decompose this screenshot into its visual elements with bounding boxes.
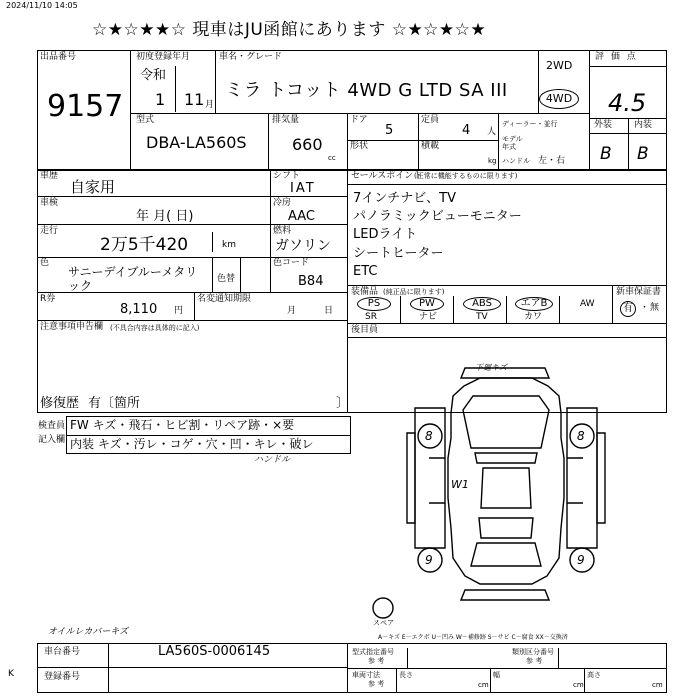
equip-pw-circled: PW <box>410 297 444 311</box>
mark-rear-left: 9 <box>425 553 433 567</box>
sales-point-5: ETC <box>353 264 378 279</box>
equip-ps-circled: PS <box>357 297 391 311</box>
aircon-label: 冷房 <box>273 198 292 208</box>
fuel-value: ガソリン <box>275 238 331 254</box>
notes-hint: (不具合内容は具体的に記入) <box>110 324 200 332</box>
timestamp: 2024/11/10 14:05 <box>6 1 78 10</box>
history-value: 自家用 <box>70 178 116 196</box>
mark-front-right: 8 <box>577 429 585 443</box>
repair-history-label: 修復歴 <box>40 396 80 411</box>
drive-4wd-circled: 4WD <box>539 89 579 109</box>
inspector-label-2: 記入欄 <box>38 435 66 445</box>
lot-label: 出品番号 <box>40 52 77 62</box>
new-car-warranty-label: 新車保証書 <box>616 287 662 297</box>
mark-side: W1 <box>451 478 469 491</box>
first-reg-month-unit: 月 <box>205 100 215 110</box>
recycle-unit: 円 <box>174 306 184 316</box>
recycle-label: R券 <box>40 294 56 304</box>
banner: ☆★☆★★☆ 現車はJU函館にあります ☆★☆★☆★ <box>92 20 487 40</box>
handle-label: ハンドル <box>502 157 530 165</box>
plate-label: 登録番号 <box>44 672 81 682</box>
sales-point-2: パノラミックビューモニター <box>353 209 522 224</box>
car-name-value: ミラ トコット 4WD G LTD SA III <box>225 80 508 101</box>
dims-width-label: 幅 <box>493 671 500 679</box>
recycle-value: 8,110 <box>120 302 158 317</box>
frame-label: 車台番号 <box>44 647 81 657</box>
load-label: 積載 <box>421 141 440 151</box>
exterior-value: B <box>600 144 612 164</box>
equip-aw: AW <box>580 299 595 309</box>
doors-value: 5 <box>385 123 394 138</box>
top-block <box>37 50 667 170</box>
bottom-handwritten-note: オイルレカバーキズ <box>48 627 129 637</box>
mileage-unit: km <box>222 240 236 250</box>
diagram-top-note: 下廻キズ <box>475 363 507 372</box>
color-change-label: 色替 <box>217 274 236 284</box>
displacement-label: 排気量 <box>272 115 300 125</box>
type-cert-ref: 参 考 <box>368 657 385 665</box>
equip-leather: カワ <box>524 312 543 322</box>
dims-label: 車両寸法 <box>352 671 380 679</box>
model-label: 型式 <box>136 115 155 125</box>
warranty-no: 無 <box>650 303 660 313</box>
first-reg-year: 1 <box>155 90 166 109</box>
tax-expiry-month: 月 <box>287 306 297 316</box>
sales-point-3: LEDライト <box>353 227 418 242</box>
capacity-label: 定員 <box>421 115 440 125</box>
displacement-value: 660 <box>292 135 323 154</box>
car-name-label: 車名・グレード <box>219 52 283 62</box>
model-year-label-1: モデル <box>502 135 523 143</box>
warranty-yes-circled: 有 <box>620 301 636 317</box>
warranty-separator-dot: ・ <box>640 303 650 313</box>
equipment-label: 装備品 <box>351 287 379 297</box>
class-no-label: 類別区分番号 <box>512 648 554 656</box>
mark-front-left: 8 <box>425 429 433 443</box>
tax-expiry-day: 日 <box>324 306 334 316</box>
inspector-label-1: 検査員 <box>38 421 66 431</box>
dims-width-unit: cm <box>573 681 584 689</box>
footer-mark: K <box>8 669 14 679</box>
notes-label: 注意事項申告欄 <box>40 322 104 332</box>
sales-point-1: 7インチナビ、TV <box>353 191 456 206</box>
sales-point-4: シートヒーター <box>353 246 444 261</box>
aircon-value: AAC <box>288 209 315 224</box>
model-year-label-2: 年式 <box>502 143 516 151</box>
tax-expiry-label: 名変通知期限 <box>197 294 252 304</box>
model-value: DBA-LA560S <box>146 133 247 152</box>
history-label: 車歴 <box>40 171 59 181</box>
dims-height-label: 高さ <box>587 671 601 679</box>
equip-navi: ナビ <box>419 312 438 322</box>
doors-label: ドア <box>350 115 368 125</box>
handle-value: 左・右 <box>538 156 566 166</box>
capacity-unit: 人 <box>487 127 497 137</box>
spare-label: スペア <box>373 619 394 627</box>
exterior-label: 外装 <box>594 120 613 130</box>
shift-value: IAT <box>290 181 316 196</box>
equip-tv: TV <box>476 312 488 322</box>
drive-2wd: 2WD <box>546 59 573 72</box>
rating-value: 4.5 <box>608 89 647 117</box>
inspector-row-1: FW キズ・飛石・ヒビ割・リペア跡・×要 <box>70 418 295 432</box>
repair-history-close: 〕 <box>336 396 350 411</box>
lot-number: 9157 <box>47 89 124 124</box>
car-damage-diagram <box>345 338 667 628</box>
sales-points-note: (正常に機能するものに限ります) <box>414 172 518 180</box>
interior-value: B <box>637 144 649 164</box>
equip-airbag-circled: エアB <box>515 297 553 311</box>
equipment-note: (純正品に限ります) <box>383 288 445 296</box>
first-reg-label: 初度登録年月 <box>136 52 191 62</box>
dims-ref: 参 考 <box>368 680 385 688</box>
displacement-unit: cc <box>328 154 336 162</box>
equip-abs-circled: ABS <box>463 297 501 311</box>
capacity-value: 4 <box>462 123 471 138</box>
inspection-label: 車検 <box>40 198 59 208</box>
mileage-label: 走行 <box>40 226 59 236</box>
shape-label: 形状 <box>350 141 369 151</box>
inspector-row-2: 内装 キズ・汚レ・コゲ・穴・凹・キレ・破レ <box>70 437 314 451</box>
rear-seat-label: 後目員 <box>351 325 379 335</box>
color-code-label: 色コード <box>273 258 310 268</box>
class-no-ref: 参 考 <box>526 657 543 665</box>
sales-points-label: セールスポイント <box>351 171 423 181</box>
equip-sr: SR <box>365 312 377 322</box>
fuel-label: 燃料 <box>273 226 292 236</box>
inspection-value: 年 月( 日) <box>136 209 194 224</box>
dealer-label: ディーラー・並行 <box>502 120 558 128</box>
load-unit: kg <box>488 157 497 165</box>
type-cert-label: 型式指定番号 <box>352 648 394 656</box>
handwritten-handle-note: ハンドル <box>254 455 291 465</box>
mark-rear-right: 9 <box>577 553 585 567</box>
dims-height-unit: cm <box>652 681 663 689</box>
rating-label: 評 価 点 <box>595 52 638 62</box>
color-label: 色 <box>40 258 50 268</box>
damage-legend: A－キズ E－エクボ U－凹み W－補修跡 S－サビ C－腐食 XX－交換済 <box>378 634 568 641</box>
color-code-value: B84 <box>298 274 324 289</box>
color-value: サニーデイブルーメタリック <box>68 265 198 293</box>
mileage-value: 2万5千420 <box>100 235 189 255</box>
first-reg-era: 令和 <box>140 68 167 83</box>
first-reg-month: 11 <box>184 90 205 109</box>
frame-value: LA560S-0006145 <box>158 644 271 659</box>
dims-length-label: 長さ <box>399 671 413 679</box>
dims-length-unit: cm <box>478 681 489 689</box>
shift-label: シフト <box>273 171 301 181</box>
interior-label: 内装 <box>634 120 653 130</box>
repair-history-value: 有〔箇所 <box>88 396 141 411</box>
